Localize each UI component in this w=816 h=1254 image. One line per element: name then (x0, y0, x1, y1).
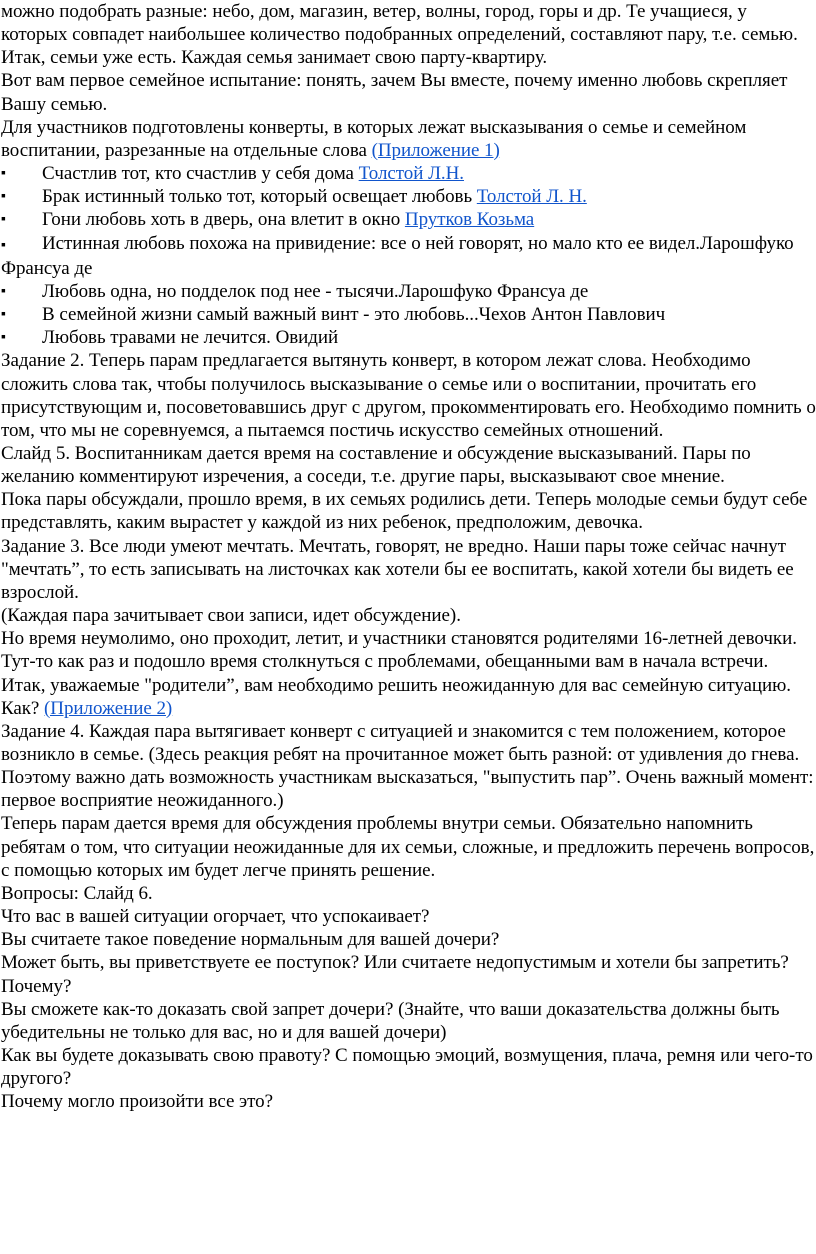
quote-item-3 (1, 208, 816, 231)
quote-item-4 (1, 232, 816, 280)
bullet-icon: ▪ (1, 283, 6, 299)
quote-item-6 (1, 303, 816, 326)
quote-item-1 (1, 162, 816, 185)
paragraph-reading-notes: (Каждая пара зачитывает свои записи, идет обсуждение). (1, 605, 461, 627)
bullet-icon: ▪ (1, 237, 6, 253)
author-link-tolstoy-1[interactable]: Толстой Л.Н. (358, 163, 464, 185)
paragraph-time-passes: Но время неумолимо, оно проходит, летит, и участники становятся родителями 16-летней девочки. Тут-то как раз и подошло время столкнуться с проблемами, обещанными вам в начала встречи. (1, 628, 797, 673)
paragraph-envelopes (1, 116, 816, 162)
appendix-2-link[interactable]: (Приложение 2) (44, 697, 173, 719)
paragraph-task-4: Задание 4. Каждая пара вытягивает конверт с ситуацией и знакомится с тем положением, которое возникло в семье. (Здесь реакция ребят на прочитанное может быть разной: от удивления до гнева. Поэтому важно дать возможность участникам высказаться, "выпустить пар”. Очень важный момент: первое восприятие неожиданного.) (1, 720, 814, 812)
paragraph-partner-selection: можно подобрать разные: небо, дом, магазин, ветер, волны, город, горы и др. Те учащиеся, у которых совпадет наибольшее количество подобранных определений, составляют пару, т.е. семью. (1, 1, 798, 46)
envelopes-text: Для участников подготовлены конверты, в которых лежат высказывания о семье и семейном воспитании, разрезанные на отдельные слова (1, 116, 747, 161)
quote-text: Гони любовь хоть в дверь, она влетит в окно (42, 209, 405, 231)
paragraph-discussion-time: Теперь парам дается время для обсуждения проблемы внутри семьи. Обязательно напомнить ребятам о том, что ситуации неожиданные для их семьи, сложные, и предложить перечень вопросов, с помощью которых им будет легче принять решение. (1, 813, 815, 881)
paragraph-parents-situation (1, 674, 816, 720)
author-link-tolstoy-2[interactable]: Толстой Л. Н. (476, 186, 587, 208)
bullet-icon: ▪ (1, 307, 6, 323)
question-1: Что вас в вашей ситуации огорчает, что успокаивает? (1, 906, 430, 928)
paragraph-slide-5: Слайд 5. Воспитанникам дается время на составление и обсуждение высказываний. Пары по желанию комментируют изречения, а соседи, т.е. другие пары, высказывают свое мнение. (1, 442, 751, 488)
bullet-icon: ▪ (1, 189, 6, 205)
quote-text: Любовь травами не лечится. Овидий (42, 327, 339, 349)
bullet-icon: ▪ (1, 212, 6, 228)
paragraph-task-2: Задание 2. Теперь парам предлагается вытянуть конверт, в котором лежат слова. Необходимо сложить слова так, чтобы получилось высказывание о семье или о воспитании, прочитать его присутствующим и, посоветовавшись друг с другом, прокомментировать его. Необходимо помнить о том, что мы не соревнуемся, а пытаемся постичь искусство семейных отношений. (1, 350, 816, 441)
paragraph-task-3: Задание 3. Все люди умеют мечтать. Мечтать, говорят, не вредно. Наши пары тоже сейчас начнут "мечтать”, то есть записывать на листочках как хотели бы ее воспитать, какой хотели бы видеть ее взрослой. (1, 535, 794, 603)
quote-text: В семейной жизни самый важный винт - это любовь...Чехов Антон Павлович (42, 304, 666, 326)
quote-item-5 (1, 280, 816, 303)
paragraph-families-formed: Итак, семьи уже есть. Каждая семья занимает свою парту-квартиру. (1, 47, 548, 69)
question-4: Вы сможете как-то доказать свой запрет дочери? (Знайте, что ваши доказательства должны быть убедительны не только для вас, но и для вашей дочери) (1, 998, 780, 1043)
situation-text: Итак, уважаемые "родители”, вам необходимо решить неожиданную для вас семейную ситуацию. Как? (1, 674, 791, 719)
question-2: Вы считаете такое поведение нормальным для вашей дочери? (1, 929, 500, 951)
question-6: Почему могло произойти все это? (1, 1091, 273, 1113)
bullet-icon: ▪ (1, 166, 6, 182)
bullet-icon: ▪ (1, 330, 6, 346)
appendix-1-link[interactable]: (Приложение 1) (371, 139, 500, 161)
paragraph-first-test: Вот вам первое семейное испытание: понять, зачем Вы вместе, почему именно любовь скрепляет Вашу семью. (1, 70, 788, 115)
paragraph-children-born: Пока пары обсуждали, прошло время, в их семьях родились дети. Теперь молодые семьи будут себе представлять, каким вырастет у каждой из них ребенок, предположим, девочка. (1, 489, 808, 534)
author-link-prutkov[interactable]: Прутков Козьма (404, 209, 535, 231)
quote-text: Счастлив тот, кто счастлив у себя дома (42, 163, 359, 185)
question-5: Как вы будете доказывать свою правоту? С помощью эмоций, возмущения, плача, ремня или чего-то другого? (1, 1045, 813, 1090)
quote-item-2 (1, 185, 816, 208)
question-3: Может быть, вы приветствуете ее поступок? Или считаете недопустимым и хотели бы запретить? Почему? (1, 952, 789, 997)
paragraph-questions-heading: Вопросы: Слайд 6. (1, 882, 153, 904)
quote-text: Истинная любовь похожа на привидение: все о ней говорят, но мало кто ее видел.Ларошфуко Франсуа де (1, 232, 794, 279)
quote-item-7 (1, 326, 816, 349)
quote-text: Брак истинный только тот, который освещает любовь (42, 186, 477, 208)
quote-text: Любовь одна, но подделок под нее - тысячи.Ларошфуко Франсуа де (42, 280, 589, 302)
